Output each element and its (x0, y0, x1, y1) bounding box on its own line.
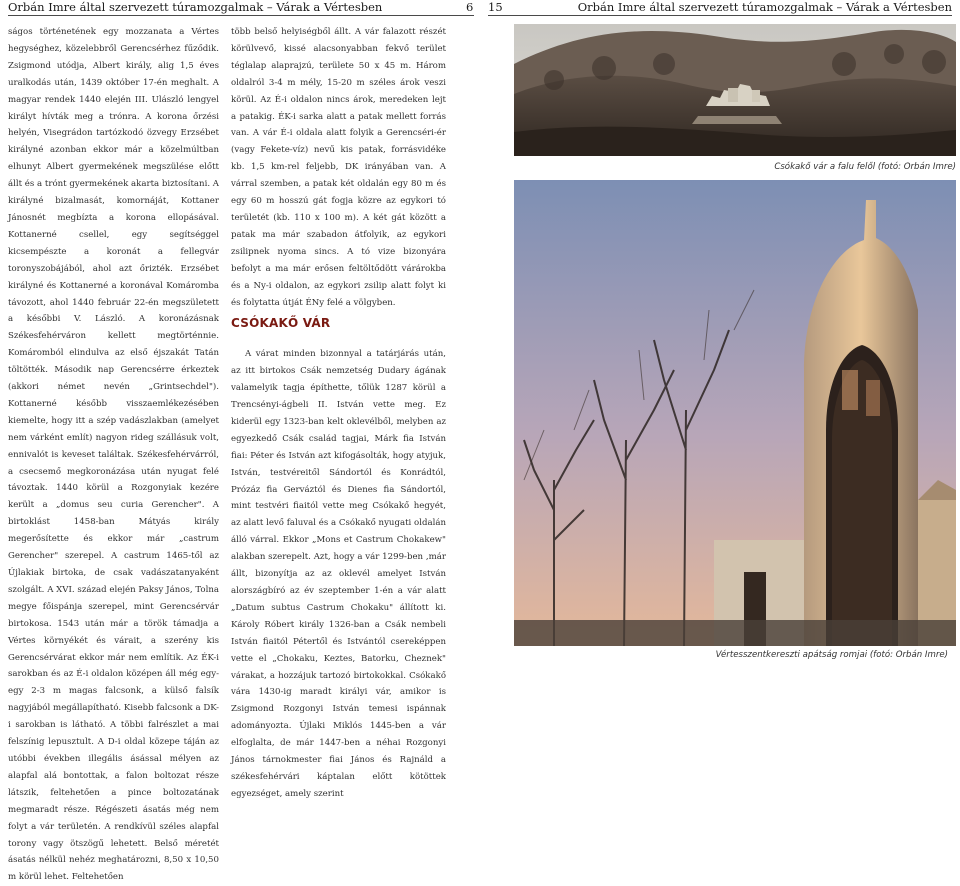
left-column-2 (231, 24, 446, 803)
left-column-1-text: ságos történetének egy mozzanata a Vértes hegységhez, közelebbről Gerencsérhez fűződik. Zsigmond utódja, Albert király, alig 1,5 éves uralkodás után, 1439 október 17-én meghalt. A magyar rendek 1440 elején III. Ulászló lengyel királyt hívták meg a trónra. A korona őrzési helyén, Visegrádon tartózkodó özvegy Erzsébet királyné azonban ekkor már a közelmúltban elhunyt Albert gyermekének megszülése előtt állt és a trónt gyermekének akarta biztosítani. A királyné bizalmasát, komornáját, Kottaner Jánosnét megbízta a korona ellopásával. Kottanerné csellel, egy segítséggel kicsempészte a koronát a fellegvár toronyszobájából, ahol azt őrizték. Erzsébet királyné és Kottanerné a koronával Komáromba távozott, ahol 1440 február 22-én megszületett a későbbi V. László. A koronázásnak Székesfehérváron kellett megtörténnie. Komáromból elindulva az első éjszakát Tatán töltötték. Második nap Gerencsérre érkeztek (akkori német nevén „Grintsechdel"). Kottanerné később visszaemlékezésében kiemelte, hogy itt a szép vadászlakban (amelyet nem várként említ) nagyon rideg szállásuk volt, ennivalót is keveset találtak. Székesfehérvárról, a csecsemő megkoronázása után nyugat felé távoztak. 1440 körül a Rozgonyiak kezére került a „domus seu curia Gerencher". A birtoklást 1458-ban Mátyás király megerősítette és ekkor már „castrum Gerencher" szerepel. A castrum 1465-től az Újlakiak birtoka, de csak vadászatanyaként szolgált. A XVI. század elején Paksy János, Tolna megye főispánja szerepel, mint Gerencsérvár birtokosa. 1543 után már a török támadja a Vértes környékét és várait, a szerény kis Gerencsérvárat ekkor már nem említik. Az ÉK-i sarokban és az É-i oldalon középen áll még egy-egy 2-3 m magas falcsonk, a külső falsík nagyjából megállapítható. Kisebb falcsonk a DK-i sarokban is látható. A többi falrészlet a mai felszínig lepusztult. A D-i oldal közepe táján az utóbbi években illegális ásással mélyen az alapfal alá bontottak, a falon boltozat része látszik, feltehetően a pince boltozatának megmaradt része. Régészeti ásatás még nem folyt a vár területén. A rendkívül széles alapfal torony vagy ötszögű lehetett. Belső méretét ásatás nélkül nehéz meghatározni, 8,50 x 10,50 m körül lehet. Feltehetően (8, 27, 219, 883)
left-column-2-text-part1: több belső helyiségből állt. A vár falazott részét körülvevő, kissé alacsonyabban fekvő terület téglalap alaprajzú, területe 50 x 45 m. Három oldalról 3-4 m mély, 15-20 m széles árok veszi körül. Az É-i oldalon nincs árok, meredeken lejt a patakig. ÉK-i sarka alatt a patak mellett forrás van. A vár É-i oldala alatt folyik a Gerencséri-ér (vagy Fekete-víz) nevű kis patak, forrásvidéke kb. 1,5 km-rel feljebb, DK irányában van. A várral szemben, a patak két oldalán egy 80 m és egy 60 m hosszú gát fogja közre az egykori tó területét (kb. 110 x 100 m). A két gát között a patak ma már szabadon átfolyik, az egykori zsilipnek nyoma sincs. A tó vize bizonyára befolyt a ma már erősen feltöltődött várárokba és a Ny-i oldalon, az egykori zsilip alatt folyt ki és folytatta útját ÉNy felé a völgyben. (231, 27, 446, 308)
photo-csokako-castle (514, 24, 956, 156)
right-page (480, 0, 960, 664)
left-header-rule (8, 15, 474, 16)
left-header-title: Orbán Imre által szervezett túramozgalmak – Várak a Vértesben (8, 0, 383, 14)
left-page (0, 0, 480, 883)
section-title-csokako: CSÓKAKŐ VÁR (231, 316, 331, 331)
photo1-caption: Csókakő vár a falu felől (fotó: Orbán Imre) (774, 162, 956, 172)
left-column-1 (8, 24, 219, 886)
right-header-title: Orbán Imre által szervezett túramozgalmak – Várak a Vértesben (577, 0, 952, 14)
photo2-caption: Vértesszentkereszti apátság romjai (fotó: Orbán Imre) (715, 650, 948, 660)
left-page-number: 6 (466, 0, 474, 14)
left-column-2-text-part2: A várat minden bizonnyal a tatárjárás után, az itt birtokos Csák nemzetség Dudary ágának valamelyik tagja építhette, tőlük 1287 körül a Trencsényi-ágbeli II. István vette meg. Ez kiderül egy 1323-ban kelt oklevélből, melyben az egyezkedő Csák család tagjai, Márk fia István fiai: Péter és István azt kifogásolták, hogy atyjuk, István, testvéreitől Sándortól és Konrádtól, Prózáz fia Gerváztól és Dienes fia Sándortól, mint testvéri fiaitól vette meg Csókakő hegyét, az alatt levő faluval és a Csókakő nyugati oldalán álló várral. Ekkor „Mons et Castrum Chokakew" alakban szerepelt. Azt, hogy a vár 1299-ben ,már állt, bizonyítja az az oklevél amelyet István alországbíró az év szeptember 1-én a vár alatt „Datum subtus Castrum Chokaku" állított ki. Károly Róbert király 1326-ban a Csák nembeli István fiaitól Pétertől és Istvántól csereképpen vette el „Chokaku, Keztes, Batorku, Cheznek" várakat, a hozzájuk tartozó birtokokkal. Csókakő vára 1430-ig maradt királyi vár, amikor is Zsigmond Rozgonyi István temesi ispánnak adományozta. Újlaki Miklós 1445-ben a vár elfoglalta, de már 1447-ben a néhai Rozgonyi János tárnokmester fiai János és Rajnáld a székesfehérvári káptalan előtt kötöttek egyezséget, amely szerint (231, 349, 446, 799)
right-page-number: 15 (488, 0, 503, 14)
right-header-rule (488, 15, 952, 16)
photo-abbey-ruins (514, 180, 956, 646)
